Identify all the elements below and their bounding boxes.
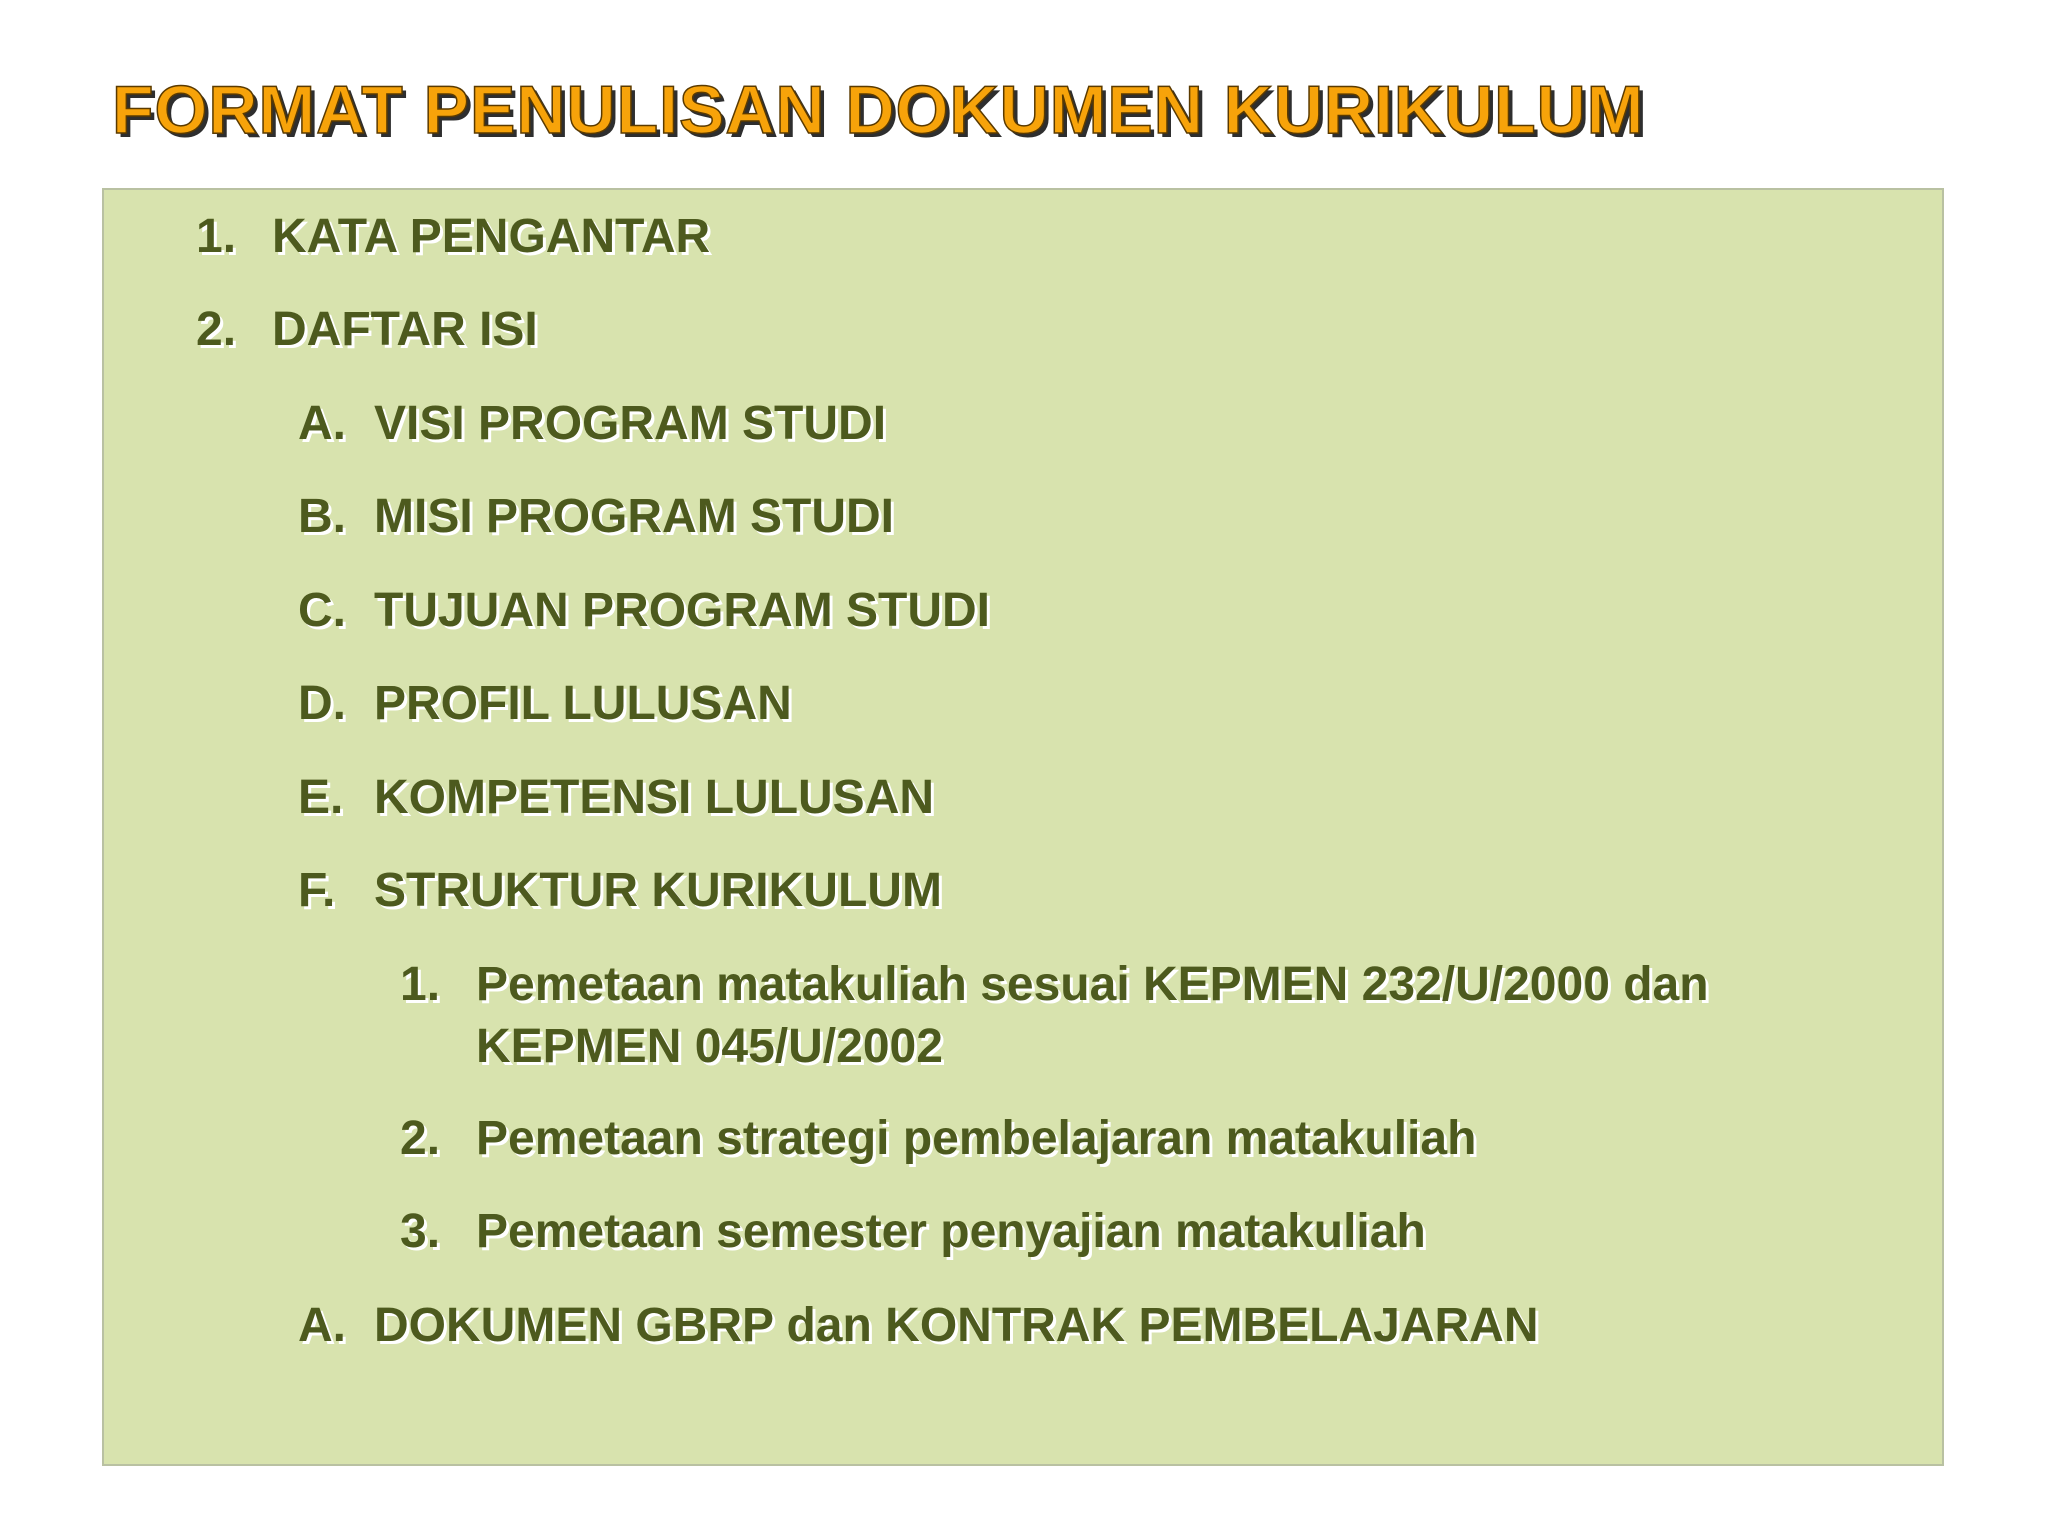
list-marker: C.: [298, 584, 346, 637]
slide-title: FORMAT PENULISAN DOKUMEN KURIKULUM: [112, 72, 1645, 148]
outline-item-text: TUJUAN PROGRAM STUDI: [374, 584, 991, 637]
outline-item-text: PROFIL LULUSAN: [374, 677, 792, 730]
list-marker: 2.: [196, 303, 237, 356]
list-marker: 2.: [400, 1112, 441, 1165]
list-marker: F.: [298, 864, 336, 917]
list-marker: B.: [298, 490, 346, 543]
outline-item-text: KOMPETENSI LULUSAN: [374, 771, 935, 824]
list-marker: 1.: [196, 210, 237, 263]
outline-item-text: Pemetaan semester penyajian matakuliah: [476, 1205, 1426, 1258]
outline-item-text: Pemetaan matakuliah sesuai KEPMEN 232/U/2000 dan KEPMEN 045/U/2002: [476, 958, 1709, 1073]
outline-item-text: VISI PROGRAM STUDI: [374, 397, 887, 450]
outline-item-text: STRUKTUR KURIKULUM: [374, 864, 942, 917]
list-marker: D.: [298, 677, 346, 730]
outline-item-text: DOKUMEN GBRP dan KONTRAK PEMBELAJARAN: [374, 1299, 1539, 1352]
content-box: [102, 188, 1944, 1466]
outline-item-text: DAFTAR ISI: [272, 303, 538, 356]
list-marker: 3.: [400, 1205, 441, 1258]
list-marker: A.: [298, 1299, 346, 1352]
list-marker: A.: [298, 397, 346, 450]
list-marker: 1.: [400, 958, 441, 1011]
outline-item-text: Pemetaan strategi pembelajaran matakuliah: [476, 1112, 1477, 1165]
outline-item-text: KATA PENGANTAR: [272, 210, 711, 263]
outline-item-text: MISI PROGRAM STUDI: [374, 490, 895, 543]
list-marker: E.: [298, 771, 344, 824]
